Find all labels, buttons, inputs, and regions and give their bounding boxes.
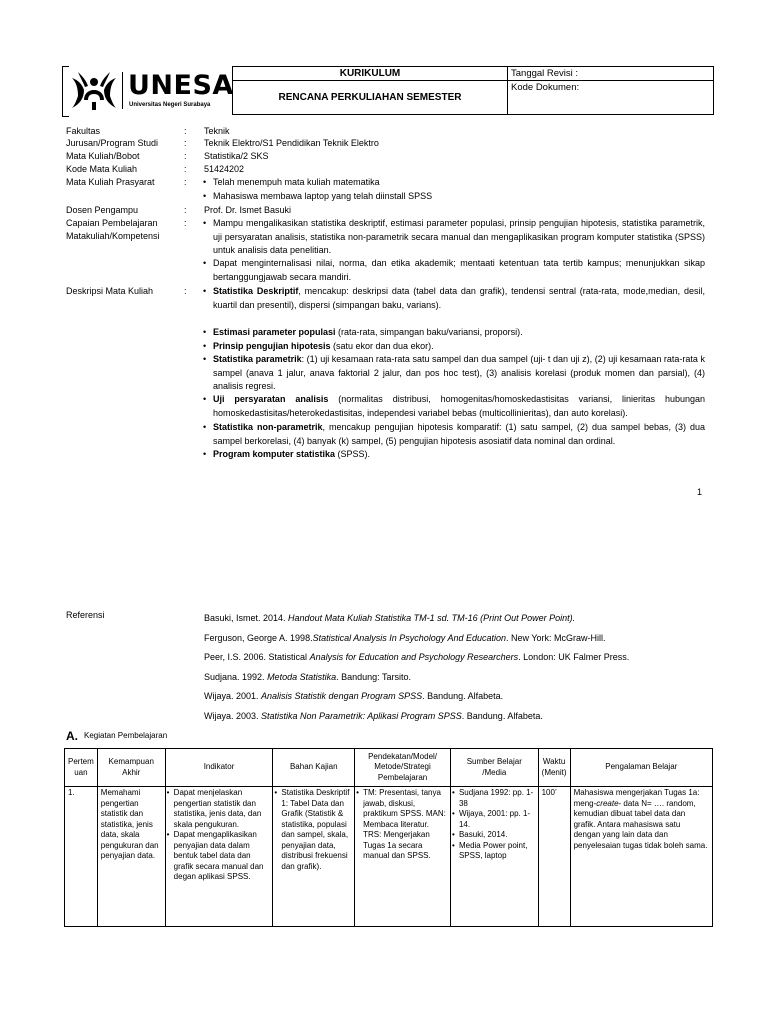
prasyarat-label: Mata Kuliah Prasyarat — [66, 177, 155, 187]
deskripsi-label: Deskripsi Mata Kuliah — [66, 286, 154, 296]
page-number: 1 — [697, 487, 703, 497]
referensi-label: Referensi — [66, 610, 105, 620]
referensi-item: Basuki, Ismet. 2014. Handout Mata Kuliah Statistika TM-1 sd. TM-16 (Print Out Power Point). — [204, 613, 576, 623]
unesa-emblem-icon — [68, 68, 120, 112]
cell-kemampuan: Memahami pengertian statistik dan statistika, jenis data, skala pengukuran dan penyajian data. — [97, 787, 165, 927]
colon: : — [184, 286, 187, 296]
dosen-value: Prof. Dr. Ismet Basuki — [204, 205, 292, 215]
document-header — [62, 66, 714, 115]
deskripsi-item: • Program komputer statistika (SPSS). — [203, 449, 371, 459]
colon: : — [184, 151, 187, 161]
deskripsi-item: • Estimasi parameter populasi (rata-rata, simpangan baku/variansi, proporsi). — [203, 327, 523, 337]
list-item: • Media Power point, SPSS, laptop — [454, 841, 535, 862]
list-item: • Wijaya, 2001: pp. 1-14. — [454, 809, 535, 830]
logo-subtitle: Universitas Negeri Surabaya — [129, 102, 211, 108]
list-item: • Statistika Deskriptif 1: Tabel Data dan Grafik (Statistik & statistika, populasi dan sampel, skala, penyajian data, distribusi frekuensi dan grafik). — [276, 788, 351, 872]
deskripsi-item: • Statistika non-parametrik, mencakup pengujian hipotesis komparatif: (1) satu sampel, (2) dua sampel bebas, (3) dua sampel berkorelasi, (4) banyak (k) sampel, (5) pengujian hipotesis asosiatif data nominal dan ordinal. — [203, 422, 705, 446]
header-sumber: Sumber Belajar /Media — [450, 749, 538, 787]
cell-indikator — [165, 787, 273, 927]
capaian-label-2: Matakuliah/Kompetensi — [66, 231, 160, 241]
list-item: • TM: Presentasi, tanya jawab, diskusi, praktikum SPSS. MAN: Membaca literatur. TRS: Mengerjakan Tugas 1a secara manual dan SPSS. — [358, 788, 447, 862]
fakultas-label: Fakultas — [66, 126, 101, 136]
prasyarat-item: • Mahasiswa membawa laptop yang telah diinstall SPSS — [203, 191, 433, 201]
header-indikator: Indikator — [165, 749, 273, 787]
capaian-label: Capaian Pembelajaran — [66, 218, 158, 228]
deskripsi-item: • Prinsip pengujian hipotesis (satu ekor dan dua ekor). — [203, 341, 434, 351]
deskripsi-item: • Uji persyaratan analisis (normalitas distribusi, homogenitas/homoskedastisitas variansi, linieritas hubungan homoskedastisitas/heterokedastisitas, independesi variabel bebas (multicollinieritas), dan auto korelasi). — [203, 394, 705, 418]
list-item: • Basuki, 2014. — [454, 830, 535, 841]
list-item: • Sudjana 1992: pp. 1-38 — [454, 788, 535, 809]
colon: : — [184, 164, 187, 174]
header-kemampuan: Kemampuan Akhir — [97, 749, 165, 787]
jurusan-label: Jurusan/Program Studi — [66, 138, 159, 148]
cell-waktu: 100’ — [538, 787, 570, 927]
list-item: • Dapat mengaplikasikan penyajian data dalam bentuk tabel data dan grafik secara manual dan degan aplikasi SPSS. — [169, 830, 270, 883]
logo-name: UNESA — [128, 70, 234, 101]
section-title: Kegiatan Pembelajaran — [84, 731, 168, 740]
cell-pertemuan: 1. — [65, 787, 98, 927]
mata-kuliah-value: Statistika/2 SKS — [204, 151, 269, 161]
capaian-item: • Mampu mengalikasikan statistika deskriptif, estimasi parameter populasi, prinsip pengujian hipotesis, statistika parametrik, uji persyaratan analisis, statistika non-parametrik secara manual dan mengaplikasikan program komputer statistika (SPSS) untuk analisis data penelitian. — [203, 218, 705, 255]
kegiatan-table — [64, 748, 713, 927]
cell-pengalaman: Mahasiswa mengerjakan Tugas 1a: meng-create- data N= …. random, kemudian dibuat tabel data dan grafik. Antara mahasiswa satu dengan yang lain data dan penyelesaian tugas tidak boleh sama. — [570, 787, 712, 927]
referensi-item: Ferguson, George A. 1998.Statistical Analysis In Psychology And Education. New York: McGraw-Hill. — [204, 632, 606, 643]
tanggal-revisi: Tanggal Revisi : — [507, 66, 714, 81]
kode-label: Kode Mata Kuliah — [66, 164, 138, 174]
dosen-label: Dosen Pengampu — [66, 205, 139, 215]
deskripsi-item: • Statistika parametrik: (1) uji kesamaan rata-rata satu sampel dan dua sampel (uji- t dan uji z), (2) uji kesamaan rata-rata k sampel (anava 1 jalur, anava faktorial 2 jalur, dan pos hoc test), (3) analisis korelasi (produk momen dan parsial), (4) analisis regresi. — [203, 354, 705, 391]
colon: : — [184, 126, 187, 136]
jurusan-value: Teknik Elektro/S1 Pendidikan Teknik Elektro — [204, 138, 379, 148]
referensi-item: Sudjana. 1992. Metoda Statistika. Bandung: Tarsito. — [204, 671, 411, 682]
header-pengalaman: Pengalaman Belajar — [570, 749, 712, 787]
referensi-item: Wijaya. 2001. Analisis Statistik dengan Program SPSS. Bandung. Alfabeta. — [204, 691, 504, 701]
table-row — [65, 787, 713, 927]
kurikulum-title: KURIKULUM — [232, 66, 508, 81]
list-item: • Dapat menjelaskan pengertian statistik dan statistika, jenis data, dan skala pengukuran. — [169, 788, 270, 830]
header-pendekatan: Pendekatan/Model/ Metode/Strategi Pembelajaran — [355, 749, 451, 787]
referensi-item: Wijaya. 2003. Statistika Non Parametrik: Aplikasi Program SPSS. Bandung. Alfabeta. — [204, 710, 543, 721]
kode-dokumen: Kode Dokumen: — [507, 80, 714, 115]
cell-pendekatan — [355, 787, 451, 927]
header-bahan: Bahan Kajian — [273, 749, 355, 787]
table-header-row — [65, 749, 713, 787]
prasyarat-item: • Telah menempuh mata kuliah matematika — [203, 177, 380, 187]
deskripsi-item: • Statistika Deskriptif, mencakup: deskripsi data (tabel data dan grafik), tendensi sentral (rata-rata, mode,median, desil, kuartil dan presentil), dispersi (simpangan baku, varians). — [203, 286, 705, 310]
cell-bahan — [273, 787, 355, 927]
colon: : — [184, 177, 187, 187]
header-pertemuan: Pertem uan — [65, 749, 98, 787]
colon: : — [184, 205, 187, 215]
referensi-item: Peer, I.S. 2006. Statistical Analysis for Education and Psychology Researchers. London: UK Falmer Press. — [204, 652, 630, 662]
cell-sumber — [450, 787, 538, 927]
header-waktu: Waktu (Menit) — [538, 749, 570, 787]
section-letter: A. — [66, 729, 78, 743]
fakultas-value: Teknik — [204, 126, 230, 136]
kode-value: 51424202 — [204, 164, 245, 174]
logo-divider — [122, 72, 123, 109]
capaian-item: • Dapat menginternalisasi nilai, norma, dan etika akademik; mentaati ketentuan tata tertib kampus; menunjukkan sikap bertanggungjawab secara mandiri. — [203, 258, 705, 282]
rps-title: RENCANA PERKULIAHAN SEMESTER — [232, 80, 508, 115]
logo — [62, 66, 233, 115]
colon: : — [184, 218, 187, 228]
mata-kuliah-label: Mata Kuliah/Bobot — [66, 151, 140, 161]
colon: : — [184, 138, 187, 148]
